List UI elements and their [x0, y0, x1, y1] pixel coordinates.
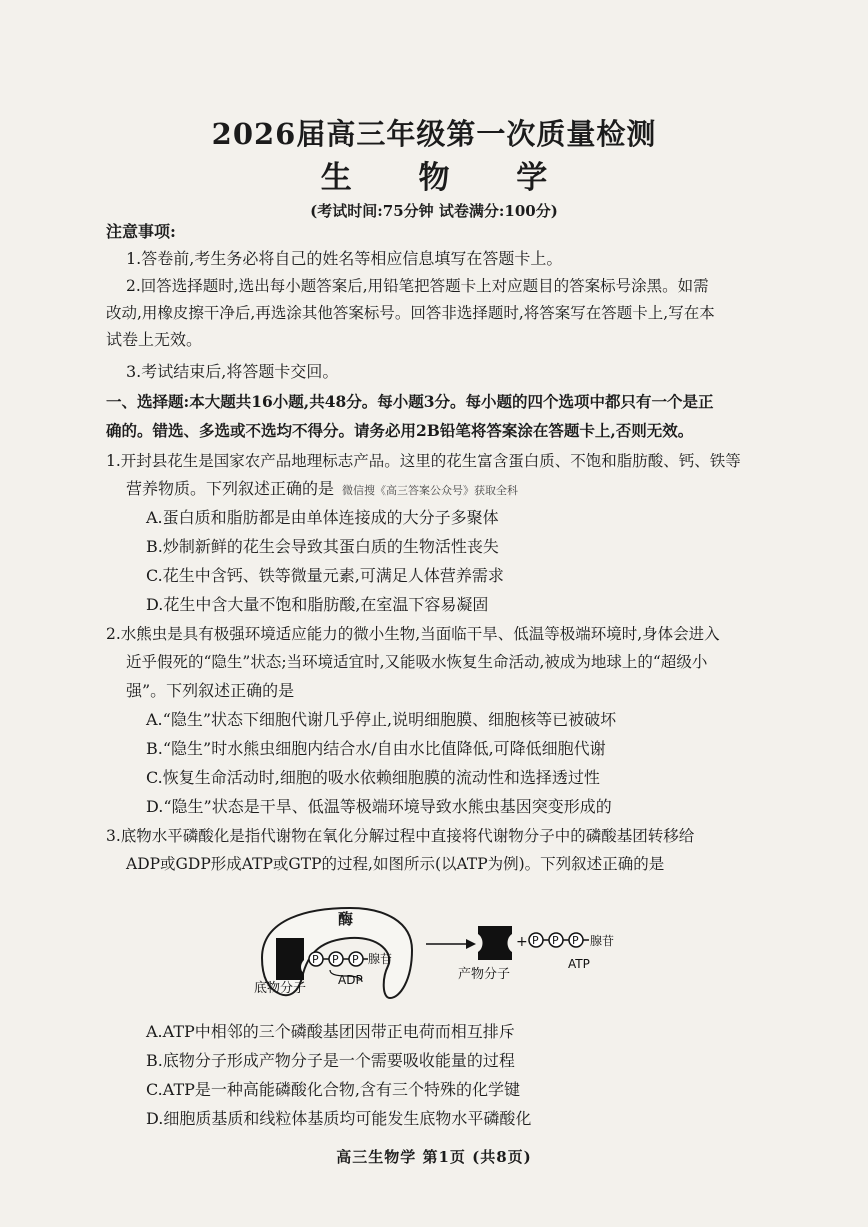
q3-option-c: C.ATP是一种高能磷酸化合物,含有三个特殊的化学键	[146, 1080, 520, 1099]
notice-item-2-line-2: 改动,用橡皮擦干净后,再选涂其他答案标号。回答非选择题时,将答案写在答题卡上,写在本	[106, 304, 715, 322]
q2-option-d: D.“隐生”状态是干旱、低温等极端环境导致水熊虫基因突变形成的	[146, 797, 612, 816]
adenosine-label-right: 腺苷	[590, 934, 615, 948]
q3-option-d: D.细胞质基质和线粒体基质均可能发生底物水平磷酸化	[146, 1109, 532, 1128]
q1-option-b: B.炒制新鲜的花生会导致其蛋白质的生物活性丧失	[146, 537, 499, 556]
phosphate-symbol: P	[572, 934, 579, 947]
q2-stem-line-1: 2.水熊虫是具有极强环境适应能力的微小生物,当面临干旱、低温等极端环境时,身体会进入	[106, 625, 720, 643]
phosphate-symbol: P	[312, 953, 319, 966]
exam-title: 2026届高三年级第一次质量检测	[211, 117, 657, 151]
product-label: 产物分子	[458, 967, 511, 982]
subject-title: 生 物 学	[320, 160, 576, 196]
adp-label: ADP	[338, 973, 363, 987]
atp-label: ATP	[568, 957, 590, 971]
substrate-molecule-shape	[276, 938, 304, 980]
notice-item-1: 1.答卷前,考生务必将自己的姓名等相应信息填写在答题卡上。	[126, 249, 563, 268]
substrate-label: 底物分子	[254, 981, 307, 996]
phosphate-symbol: P	[532, 934, 539, 947]
q2-option-c: C.恢复生命活动时,细胞的吸水依赖细胞膜的流动性和选择透过性	[146, 768, 600, 787]
q2-option-a: A.“隐生”状态下细胞代谢几乎停止,说明细胞膜、细胞核等已被破坏	[146, 710, 617, 729]
plus-sign: +	[516, 934, 528, 950]
page-footer: 高三生物学 第1页 (共8页)	[336, 1148, 532, 1166]
adenosine-label-left: 腺苷	[368, 952, 393, 966]
substrate-phosphorylation-diagram	[250, 900, 630, 1012]
notice-heading: 注意事项:	[106, 222, 176, 241]
q3-stem-line-1: 3.底物水平磷酸化是指代谢物在氧化分解过程中直接将代谢物分子中的磷酸基团转移给	[106, 827, 695, 845]
q1-stem-text: 营养物质。下列叙述正确的是	[126, 479, 335, 498]
enzyme-label: 酶	[338, 910, 354, 928]
q3-stem-line-2: ADP或GDP形成ATP或GTP的过程,如图所示(以ATP为例)。下列叙述正确的是	[126, 855, 665, 873]
notice-item-2-line-3: 试卷上无效。	[106, 330, 203, 349]
q2-stem-line-3: 强”。下列叙述正确的是	[126, 681, 295, 700]
notice-item-3: 3.考试结束后,将答题卡交回。	[126, 362, 339, 381]
notice-item-2-line-1: 2.回答选择题时,选出每小题答案后,用铅笔把答题卡上对应题目的答案标号涂黑。如需	[126, 277, 709, 295]
phosphate-symbol: P	[332, 953, 339, 966]
reaction-arrowhead	[466, 939, 476, 949]
q1-stem-line-2	[126, 479, 518, 501]
q3-option-a: A.ATP中相邻的三个磷酸基团因带正电荷而相互排斥	[146, 1022, 515, 1041]
product-molecule-shape	[478, 926, 512, 960]
section-instruction-line-1: 一、选择题:本大题共16小题,共48分。每小题3分。每小题的四个选项中都只有一个是正	[106, 392, 714, 411]
watermark-text: 微信搜《高三答案公众号》获取全科	[342, 484, 519, 497]
phosphate-symbol: P	[352, 953, 359, 966]
q1-option-c: C.花生中含钙、铁等微量元素,可满足人体营养需求	[146, 566, 504, 585]
q1-stem-line-1: 1.开封县花生是国家农产品地理标志产品。这里的花生富含蛋白质、不饱和脂肪酸、钙、铁等	[106, 452, 741, 470]
q1-option-d: D.花生中含大量不饱和脂肪酸,在室温下容易凝固	[146, 595, 489, 614]
q2-option-b: B.“隐生”时水熊虫细胞内结合水/自由水比值降低,可降低细胞代谢	[146, 739, 606, 758]
q1-option-a: A.蛋白质和脂肪都是由单体连接成的大分子多聚体	[146, 508, 499, 527]
q3-option-b: B.底物分子形成产物分子是一个需要吸收能量的过程	[146, 1051, 515, 1070]
q2-stem-line-2: 近乎假死的“隐生”状态;当环境适宜时,又能吸水恢复生命活动,被成为地球上的“超级小	[126, 653, 708, 671]
phosphate-symbol: P	[552, 934, 559, 947]
section-instruction-line-2: 确的。错选、多选或不选均不得分。请务必用2B铅笔将答案涂在答题卡上,否则无效。	[106, 421, 694, 440]
exam-info: (考试时间:75分钟 试卷满分:100分)	[310, 202, 558, 220]
